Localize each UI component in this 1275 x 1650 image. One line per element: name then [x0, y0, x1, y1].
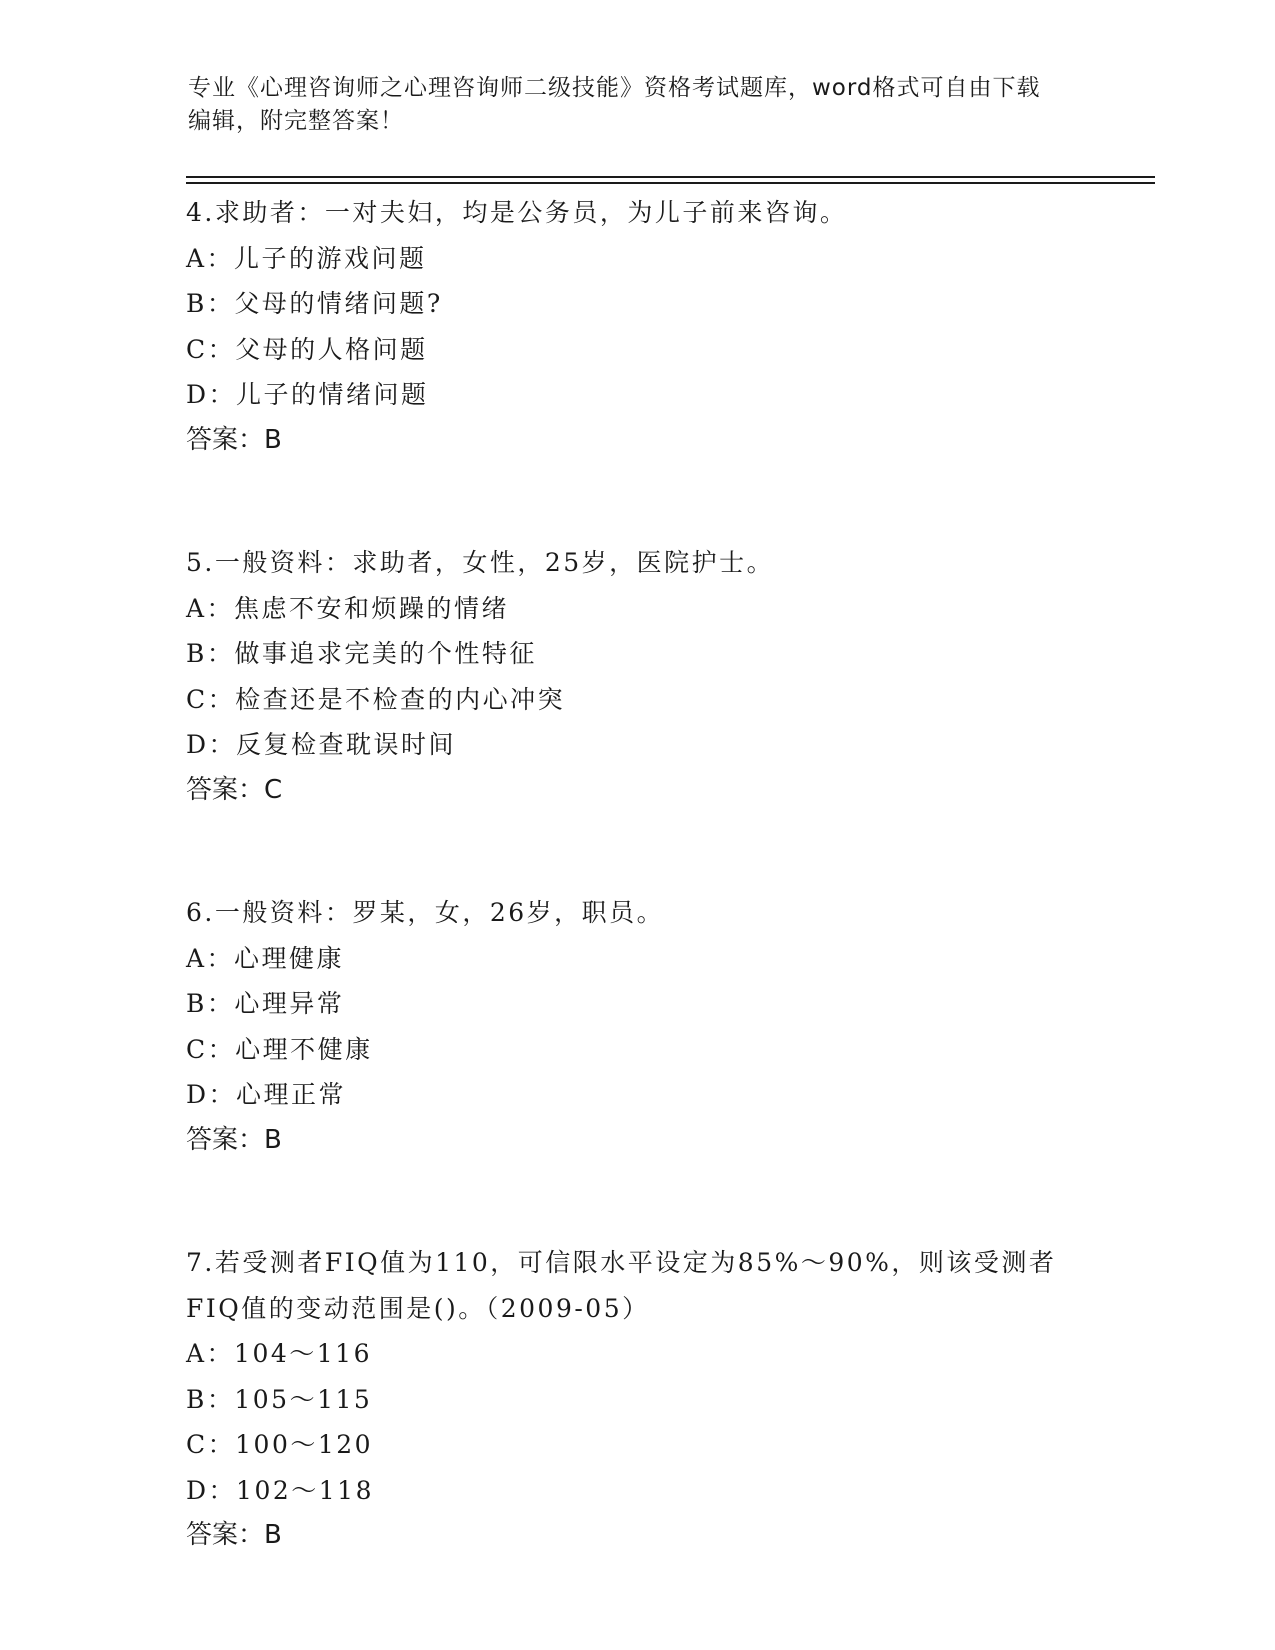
option-c: C：检查还是不检查的内心冲突 [186, 684, 566, 714]
question-stem: 5.一般资料：求助者，女性，25岁，医院护士。 [186, 548, 775, 577]
option-a: A：心理健康 [186, 943, 345, 973]
option-d: D：心理正常 [186, 1080, 347, 1109]
option-a: A：焦虑不安和烦躁的情绪 [186, 593, 510, 623]
header-text-line-1: 专业《心理咨询师之心理咨询师二级技能》资格考试题库，word格式可自由下载 [188, 75, 1041, 101]
question-5 [186, 540, 1086, 813]
question-7 [186, 1240, 1086, 1559]
option-c: C：心理不健康 [186, 1034, 373, 1064]
question-6 [186, 890, 1086, 1163]
question-4 [186, 190, 1086, 463]
option-b: B：105～115 [186, 1384, 373, 1414]
option-c: C：父母的人格问题 [186, 334, 428, 364]
option-b: B：做事追求完美的个性特征 [186, 639, 537, 668]
option-d: D：102～118 [186, 1475, 374, 1505]
question-spacer [186, 813, 1086, 890]
question-list [186, 190, 1086, 1559]
option-c: C：100～120 [186, 1430, 374, 1459]
option-a: A：儿子的游戏问题 [186, 243, 427, 273]
option-a: A：104～116 [186, 1339, 372, 1368]
question-stem-line-1: 7.若受测者FIQ值为110，可信限水平设定为85%～90%，则该受测者 [186, 1248, 1057, 1277]
question-stem-line-2: FIQ值的变动范围是()。（2009-05） [186, 1293, 650, 1323]
document-header [188, 72, 1088, 138]
option-d: D：儿子的情绪问题 [186, 380, 429, 409]
answer-label: 答案：B [186, 1520, 282, 1550]
option-b: B：父母的情绪问题? [186, 289, 443, 318]
question-stem: 6.一般资料：罗某，女，26岁，职员。 [186, 898, 665, 927]
answer-label: 答案：B [186, 424, 282, 455]
answer-label: 答案：B [186, 1124, 282, 1155]
question-spacer [186, 463, 1086, 540]
question-stem: 4.求助者：一对夫妇，均是公务员，为儿子前来咨询。 [186, 198, 848, 227]
header-divider-bottom [186, 182, 1155, 184]
option-d: D：反复检查耽误时间 [186, 730, 457, 759]
option-b: B：心理异常 [186, 989, 345, 1018]
question-spacer [186, 1163, 1086, 1240]
header-divider-top [186, 176, 1155, 178]
header-text-line-2: 编辑，附完整答案！ [188, 108, 404, 134]
answer-label: 答案：C [186, 774, 283, 805]
